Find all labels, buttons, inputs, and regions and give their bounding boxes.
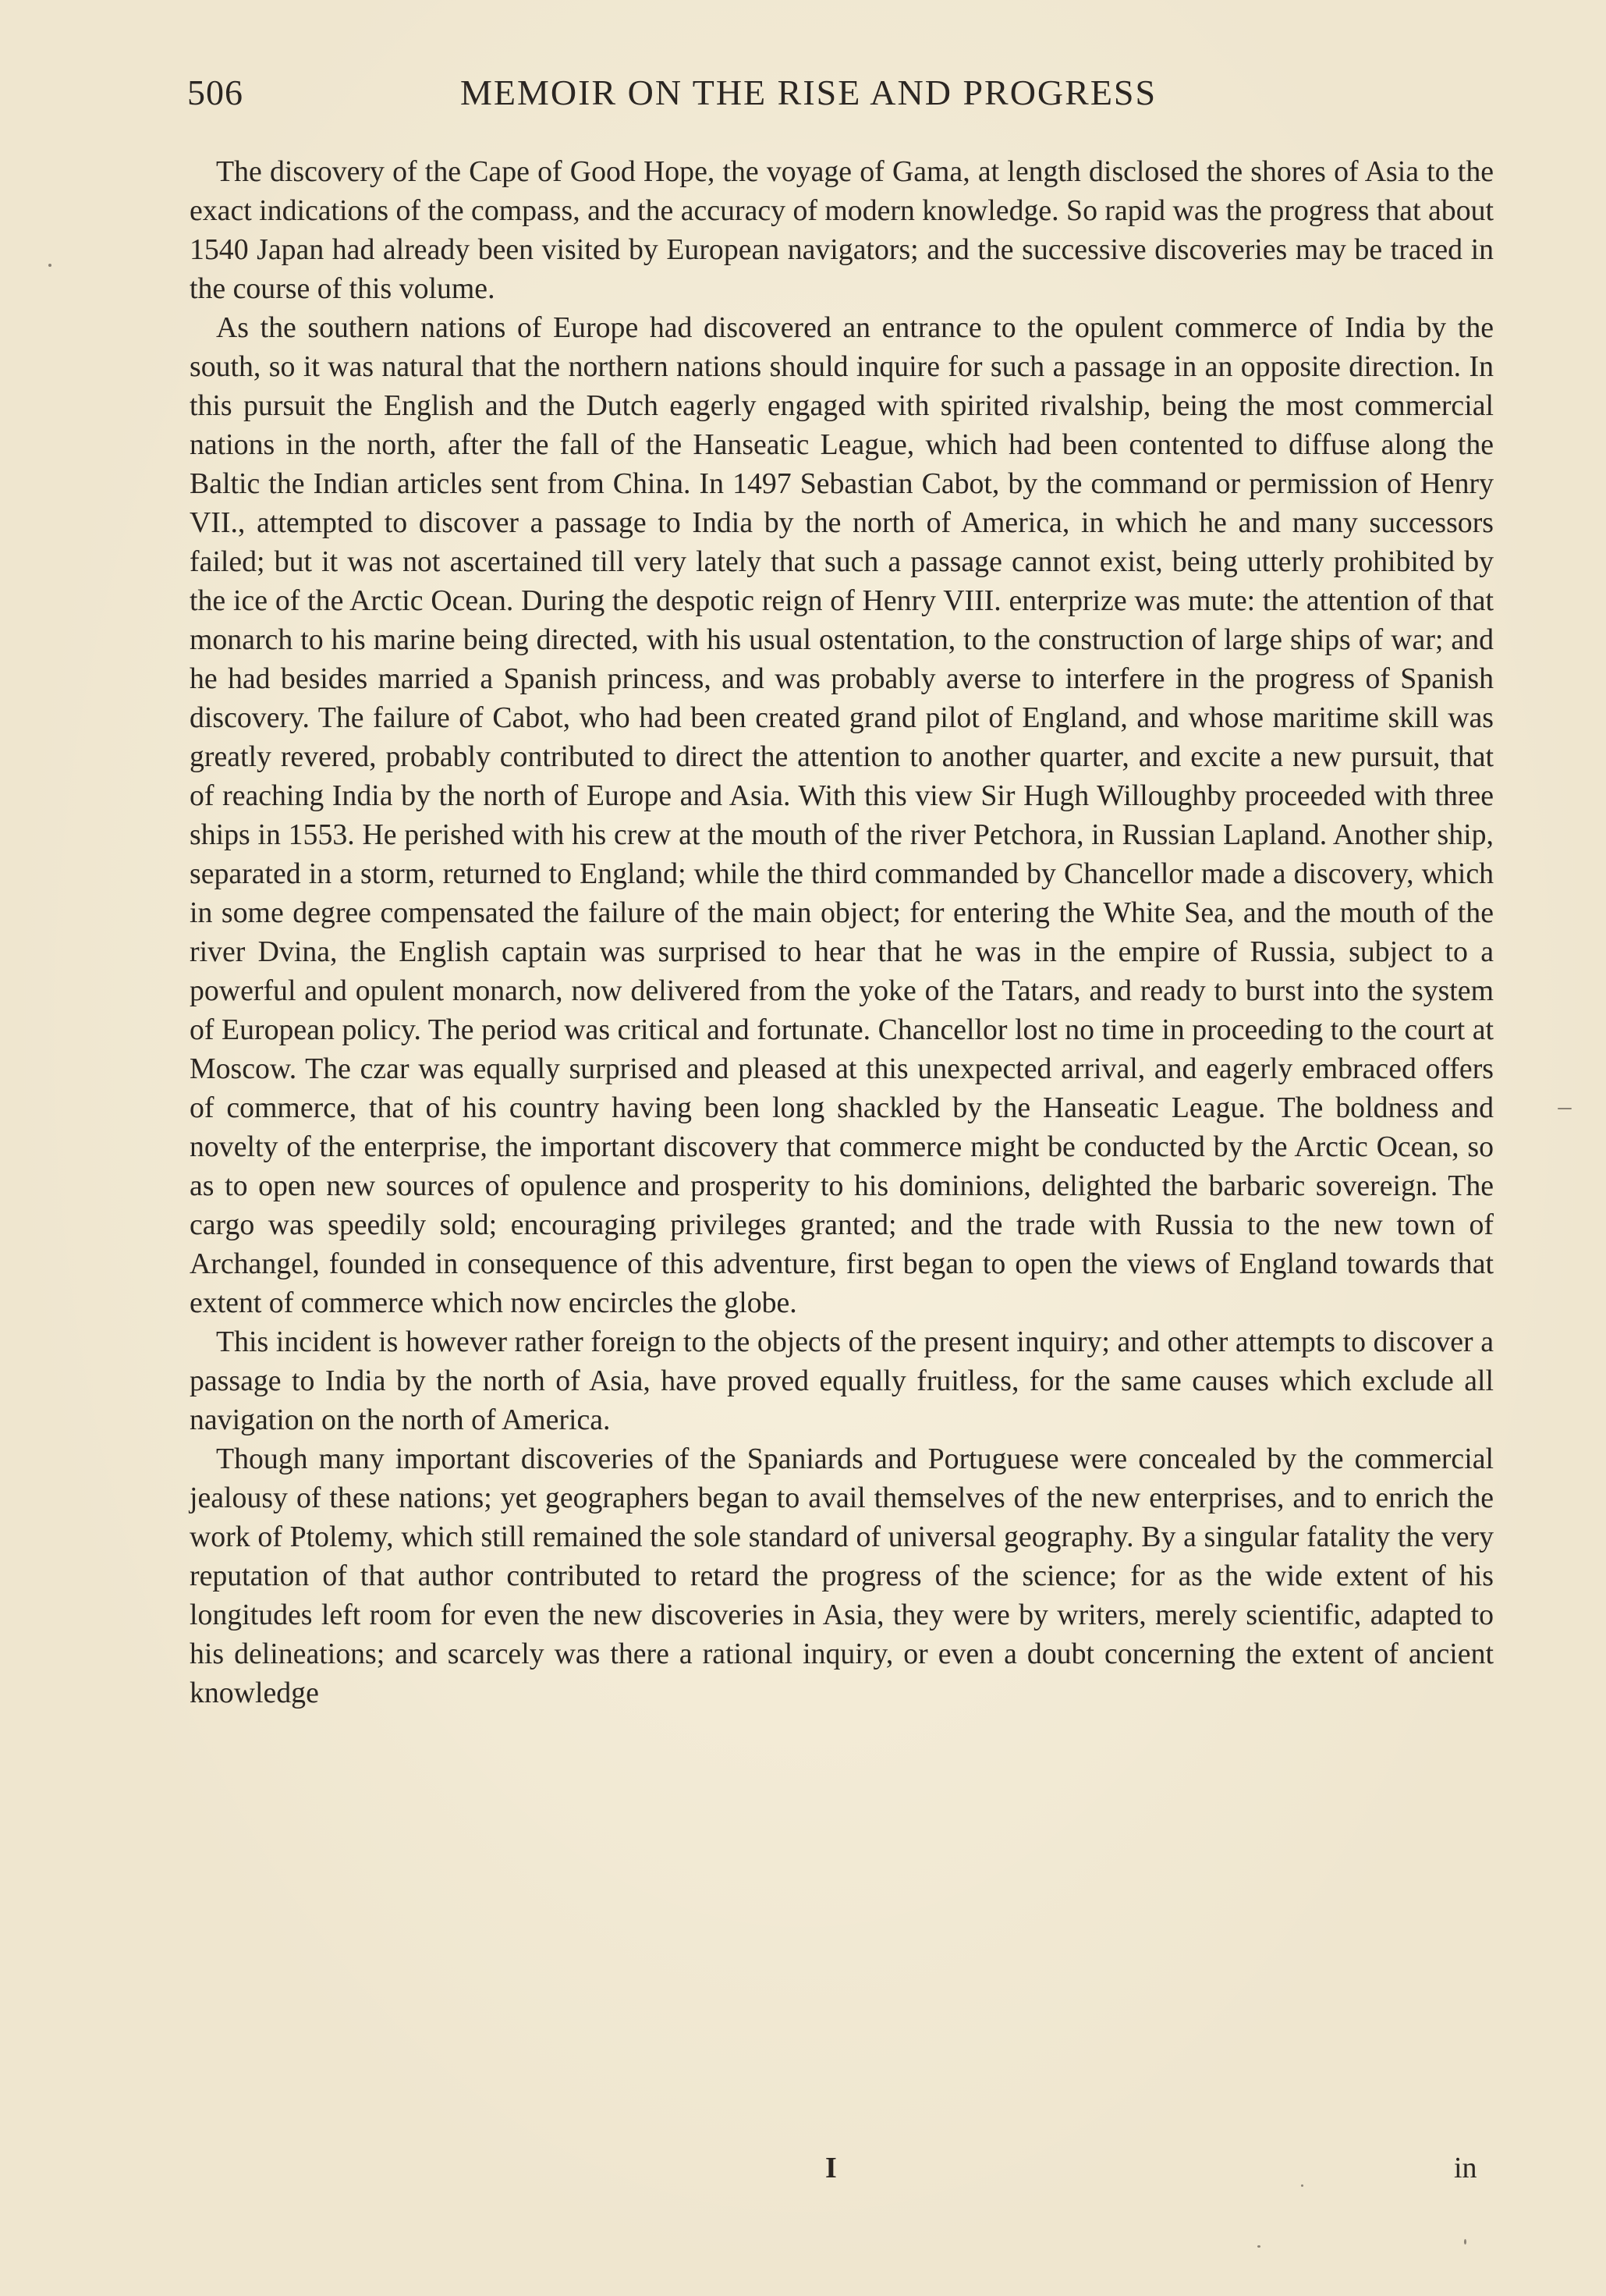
paper-speck <box>1464 2239 1466 2245</box>
paragraph-foreign-incident: This incident is however rather foreign to the objects of the present inquiry; and other attempts to discover a passage to India by the north of Asia, have proved equally fruitless, for the same causes which exclude all navigation on the north of America. <box>190 1325 1494 1436</box>
paper-speck <box>1301 2184 1303 2187</box>
signature-mark: I <box>825 2152 837 2184</box>
page-header <box>0 72 1606 126</box>
page-number: 506 <box>187 73 243 112</box>
paragraph-cape-of-good-hope: The discovery of the Cape of Good Hope, the voyage of Gama, at length disclosed the shores of Asia to the exact indications of the compass, and the accuracy of modern knowledge. So rapid was the progress that about 1540 Japan had already been visited by European navigators; and the successive discoveries may be traced in the course of this volume. <box>190 155 1494 305</box>
paper-speck <box>1257 2245 1260 2248</box>
paragraph-ptolemy: Though many important discoveries of the Spaniards and Portuguese were concealed by the commercial jealousy of these nations; yet geographers began to avail themselves of the new enterprises, and to enrich the work of Ptolemy, which still remained the sole standard of universal geography. By a singular fatality the very reputation of that author contributed to retard the progress of the science; for as the wide extent of his longitudes left room for even the new discoveries in Asia, they were by writers, merely scientific, adapted to his delineations; and scarcely was there a rational inquiry, or even a doubt concerning the extent of ancient knowledge <box>190 1443 1494 1709</box>
catchword: in <box>1454 2152 1477 2184</box>
body-text <box>190 152 1494 1712</box>
running-title: MEMOIR ON THE RISE AND PROGRESS <box>460 73 1158 112</box>
page-footer <box>0 2151 1606 2198</box>
paper-speck <box>1558 1108 1572 1109</box>
paragraph-northern-passage: As the southern nations of Europe had discovered an entrance to the opulent commerce of India by the south, so it was natural that the northern nations should inquire for such a passage in an opposite direction. In this pursuit the English and the Dutch eagerly engaged with spirited rivalship, being the most commercial nations in the north, after the fall of the Hanseatic League, which had been contented to diffuse along the Baltic the Indian articles sent from China. In 1497 Sebastian Cabot, by the command or permission of Henry VII., attempted to discover a passage to India by the north of America, in which he and many successors failed; but it was not ascertained till very lately that such a passage cannot exist, being utterly prohibited by the ice of the Arctic Ocean. During the despotic reign of Henry VIII. enterprize was mute: the attention of that monarch to his marine being directed, with his usual ostentation, to the construction of large ships of war; and he had besides married a Spanish princess, and was probably averse to interfere in the progress of Spanish discovery. The failure of Cabot, who had been created grand pilot of England, and whose maritime skill was greatly revered, probably contributed to direct the attention to another quarter, and excite a new pursuit, that of reaching India by the north of Europe and Asia. With this view Sir Hugh Willoughby proceeded with three ships in 1553. He perished with his crew at the mouth of the river Petchora, in Russian Lapland. Another ship, separated in a storm, returned to England; while the third commanded by Chancellor made a discovery, which in some degree compensated the failure of the main object; for entering the White Sea, and the mouth of the river Dvina, the English captain was surprised to hear that he was in the empire of Russia, subject to a powerful and opulent monarch, now delivered from the yoke of the Tatars, and ready to burst into the system of European policy. The period was critical and fortunate. Chancellor lost no time in proceeding to the court at Moscow. The czar was equally surprised and pleased at this unexpected arrival, and eagerly embraced offers of commerce, that of his country having been long shackled by the Hanseatic League. The boldness and novelty of the enterprise, the important discovery that commerce might be conducted by the Arctic Ocean, so as to open new sources of opulence and prosperity to his dominions, delighted the barbaric sovereign. The cargo was speedily sold; encouraging privileges granted; and the trade with Russia to the new town of Archangel, founded in consequence of this adventure, first began to open the views of England towards that extent of commerce which now encircles the globe. <box>190 311 1494 1319</box>
paper-speck <box>48 264 51 267</box>
